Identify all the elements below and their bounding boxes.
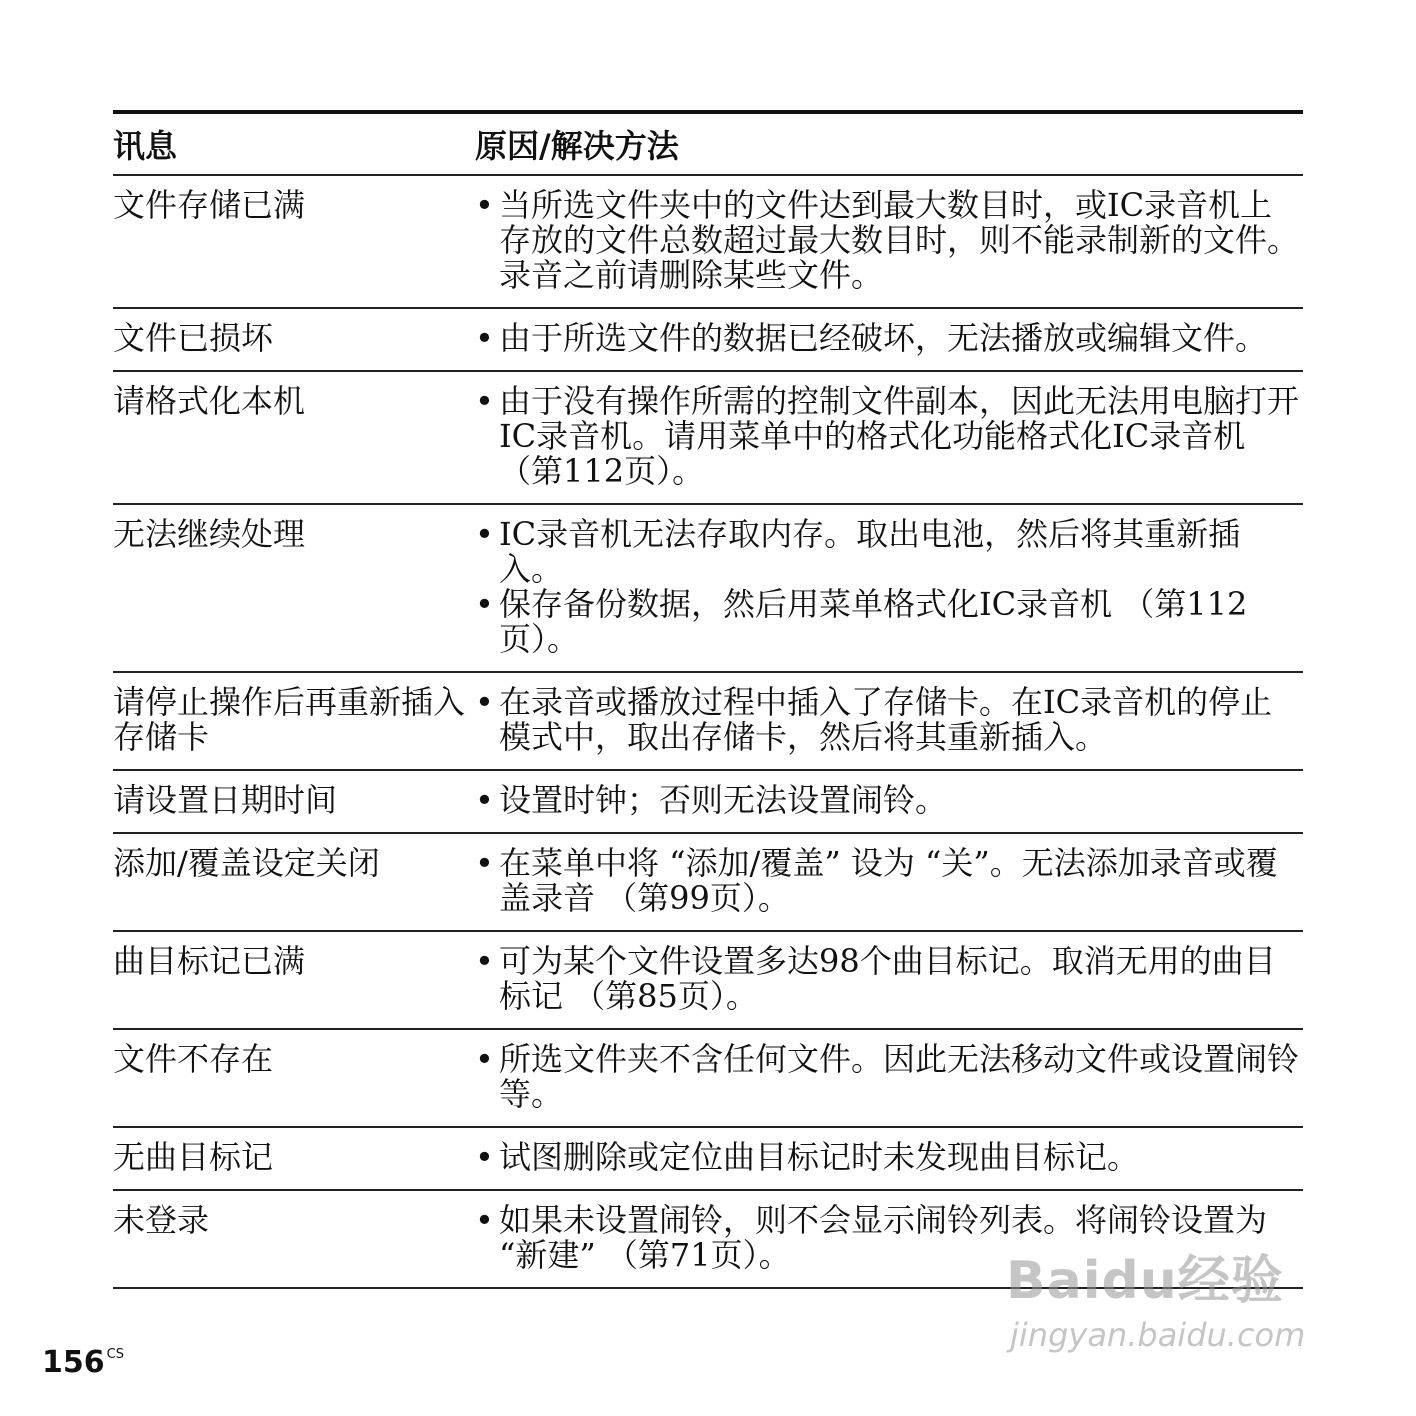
bullet-dot: • xyxy=(475,683,494,721)
message-cell: 文件存储已满 xyxy=(113,186,306,224)
bullet-dot: • xyxy=(475,942,494,980)
message-cell: 请停止操作后再重新插入存储卡 xyxy=(113,683,466,756)
message-cell: 文件已损坏 xyxy=(113,319,274,357)
message-cell: 曲目标记已满 xyxy=(113,942,306,980)
bullet-dot: • xyxy=(475,382,494,420)
cause-cell xyxy=(475,176,1303,307)
table-body xyxy=(113,176,1303,1289)
cause-cell xyxy=(475,932,1303,1028)
bullet-dot: • xyxy=(475,515,494,553)
page-number-value: 156 xyxy=(42,1345,105,1380)
bullet-dot: • xyxy=(475,319,494,357)
cause-cell xyxy=(475,771,1303,832)
table-row xyxy=(113,176,1303,309)
bullet-item xyxy=(475,685,1303,755)
bullet-dot: • xyxy=(475,186,494,224)
bullet-item xyxy=(475,1203,1303,1273)
cause-cell xyxy=(475,372,1303,503)
table-row xyxy=(113,309,1303,372)
bullet-item xyxy=(475,384,1303,489)
bullet-dot: • xyxy=(475,844,494,882)
bullet-text: 试图删除或定位曲目标记时未发现曲目标记。 xyxy=(499,1138,1140,1176)
troubleshooting-table xyxy=(113,110,1303,1289)
message-cell: 请设置日期时间 xyxy=(113,781,338,819)
cause-cell xyxy=(475,834,1303,930)
bullet-item xyxy=(475,587,1303,657)
bullet-item xyxy=(475,846,1303,916)
cause-cell xyxy=(475,505,1303,671)
bullet-item xyxy=(475,1042,1303,1112)
bullet-dot: • xyxy=(475,585,494,623)
bullet-dot: • xyxy=(475,1138,494,1176)
cause-cell xyxy=(475,309,1303,370)
cause-cell xyxy=(475,1128,1303,1189)
bullet-item xyxy=(475,517,1303,587)
bullet-item xyxy=(475,321,1303,356)
message-cell: 文件不存在 xyxy=(113,1040,274,1078)
table-row xyxy=(113,505,1303,673)
message-cell: 请格式化本机 xyxy=(113,382,306,420)
bullet-text: 由于所选文件的数据已经破坏，无法播放或编辑文件。 xyxy=(499,319,1268,357)
watermark-url: jingyan.baidu.com xyxy=(1010,1316,1306,1354)
header-cause: 原因/解决方法 xyxy=(475,127,679,165)
bullet-dot: • xyxy=(475,1201,494,1239)
bullet-text: 设置时钟；否则无法设置闹铃。 xyxy=(499,781,948,819)
cause-cell xyxy=(475,1191,1303,1287)
bullet-dot: • xyxy=(475,781,494,819)
bullet-text: IC录音机无法存取内存。取出电池，然后将其重新插入。 xyxy=(499,515,1241,588)
page-suffix: CS xyxy=(106,1347,124,1362)
bullet-item xyxy=(475,1140,1303,1175)
table-row xyxy=(113,1191,1303,1289)
message-cell: 添加/覆盖设定关闭 xyxy=(113,844,380,882)
page-number xyxy=(42,1345,124,1380)
table-row xyxy=(113,834,1303,932)
bullet-item xyxy=(475,944,1303,1014)
bullet-text: 由于没有操作所需的控制文件副本，因此无法用电脑打开IC录音机。请用菜单中的格式化功能格式化IC录音机 （第112页）。 xyxy=(499,382,1300,490)
watermark-logo: Baidu经验 xyxy=(1006,1251,1284,1311)
bullet-text: 如果未设置闹铃，则不会显示闹铃列表。将闹铃设置为 “新建” （第71页）。 xyxy=(499,1201,1268,1274)
table-row xyxy=(113,1030,1303,1128)
table-row xyxy=(113,372,1303,505)
header-message: 讯息 xyxy=(113,127,178,165)
bullet-item xyxy=(475,188,1303,293)
bullet-dot: • xyxy=(475,1040,494,1078)
bullet-text: 保存备份数据，然后用菜单格式化IC录音机 （第112页）。 xyxy=(499,585,1248,658)
table-row xyxy=(113,771,1303,834)
bullet-text: 在菜单中将 “添加/覆盖” 设为 “关”。无法添加录音或覆盖录音 （第99页）。 xyxy=(499,844,1278,917)
cause-cell xyxy=(475,1030,1303,1126)
bullet-text: 当所选文件夹中的文件达到最大数目时，或IC录音机上存放的文件总数超过最大数目时，则不能录制新的文件。录音之前请删除某些文件。 xyxy=(499,186,1300,294)
bullet-text: 可为某个文件设置多达98个曲目标记。取消无用的曲目标记 （第85页）。 xyxy=(499,942,1276,1015)
message-cell: 未登录 xyxy=(113,1201,210,1239)
bullet-item xyxy=(475,783,1303,818)
table-row xyxy=(113,932,1303,1030)
table-header-row xyxy=(113,114,1303,176)
message-cell: 无法继续处理 xyxy=(113,515,306,553)
message-cell: 无曲目标记 xyxy=(113,1138,274,1176)
bullet-text: 在录音或播放过程中插入了存储卡。在IC录音机的停止模式中，取出存储卡，然后将其重新插入。 xyxy=(499,683,1273,756)
table-row xyxy=(113,1128,1303,1191)
bullet-text: 所选文件夹不含任何文件。因此无法移动文件或设置闹铃等。 xyxy=(499,1040,1300,1113)
cause-cell xyxy=(475,673,1303,769)
table-row xyxy=(113,673,1303,771)
